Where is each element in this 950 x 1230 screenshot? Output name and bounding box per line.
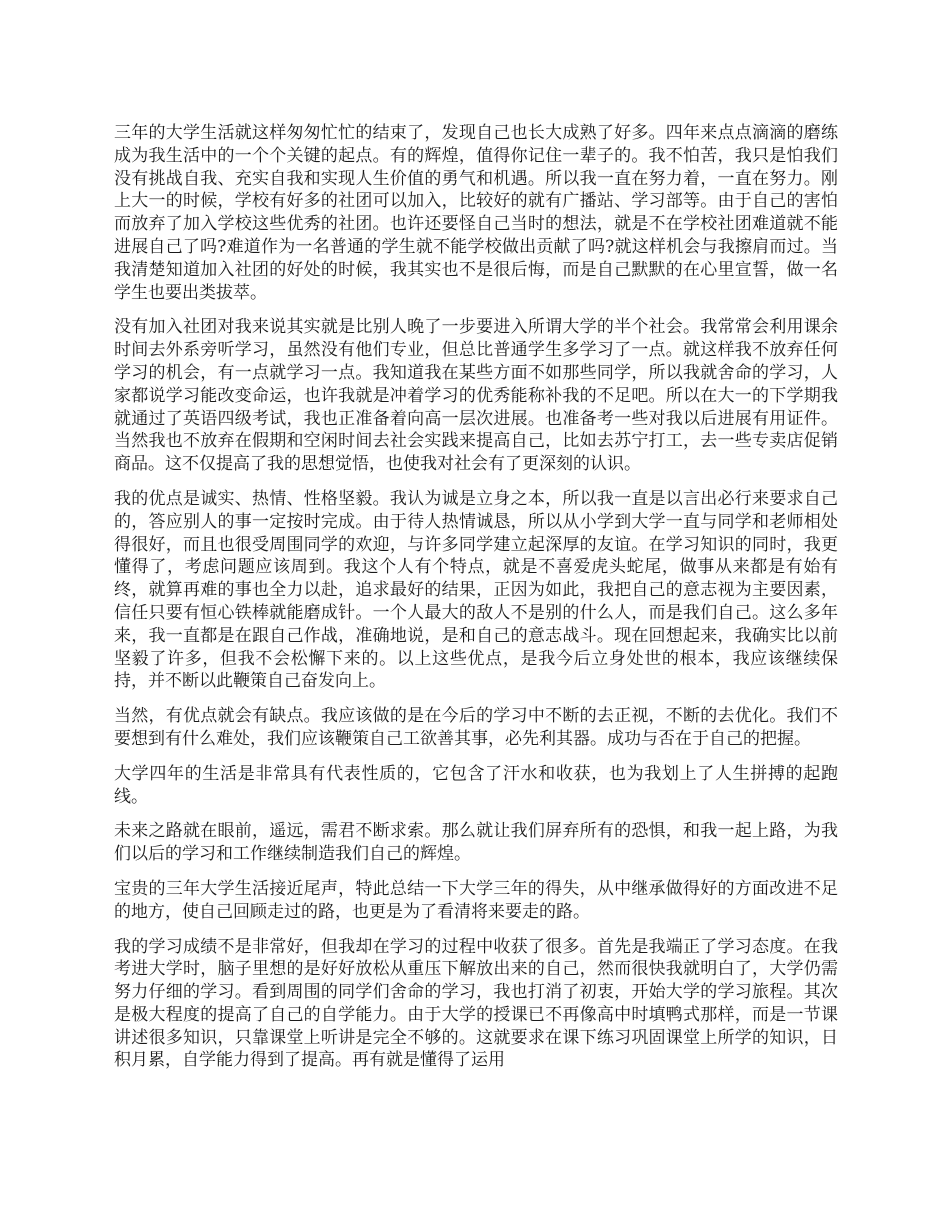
paragraph-1: 三年的大学生活就这样匆匆忙忙的结束了，发现自己也长大成熟了好多。四年来点点滴滴的磨练成为我生活中的一个个关键的起点。有的辉煌，值得你记住一辈子的。我不怕苦，我只是怕我们没有挑战自我、充实自我和实现人生价值的勇气和机遇。所以我一直在努力着，一直在努力。刚上大一的时候，学校有好多的社团可以加入，比较好的就有广播站、学习部等。由于自己的害怕而放弃了加入学校这些优秀的社团。也许还要怪自己当时的想法，就是不在学校社团难道就不能进展自己了吗?难道作为一名普通的学生就不能学校做出贡献了吗?就这样机会与我擦肩而过。当我清楚知道加入社团的好处的时候，我其实也不是很后悔，而是自己默默的在心里宣誓，做一名学生也要出类拔萃。	[114, 123, 838, 303]
paragraph-2: 没有加入社团对我来说其实就是比别人晚了一步要进入所谓大学的半个社会。我常常会利用课余时间去外系旁听学习，虽然没有他们专业，但总比普通学生多学习了一点。就这样我不放弃任何学习的机会，有一点就学习一点。我知道我在某些方面不如那些同学，所以我就舍命的学习，人家都说学习能改变命运，也许我就是冲着学习的优秀能称补我的不足吧。所以在大一的下学期我就通过了英语四级考试，我也正准备着向高一层次进展。也准备考一些对我以后进展有用证件。当然我也不放弃在假期和空闲时间去社会实践来提高自己，比如去苏宁打工，去一些专卖店促销商品。这不仅提高了我的思想觉悟，也使我对社会有了更深刻的认识。	[114, 317, 838, 475]
paragraph-6: 未来之路就在眼前，遥远，需君不断求索。那么就让我们屏弃所有的恐惧，和我一起上路，为我们以后的学习和工作继续制造我们自己的辉煌。	[114, 821, 838, 865]
document-page	[114, 122, 838, 1084]
paragraph-5: 大学四年的生活是非常具有代表性质的，它包含了汗水和收获，也为我划上了人生拼搏的起跑线。	[114, 763, 838, 807]
paragraph-7: 宝贵的三年大学生活接近尾声，特此总结一下大学三年的得失，从中继承做得好的方面改进不足的地方，使自己回顾走过的路，也更是为了看清将来要走的路。	[114, 878, 838, 922]
paragraph-3: 我的优点是诚实、热情、性格坚毅。我认为诚是立身之本，所以我一直是以言出必行来要求自己的，答应别人的事一定按时完成。由于待人热情诚恳，所以从小学到大学一直与同学和老师相处得很好，而且也很受周围同学的欢迎，与许多同学建立起深厚的友谊。在学习知识的同时，我更懂得了，考虑问题应该周到。我这个人有个特点，就是不喜爱虎头蛇尾，做事从来都是有始有终，就算再难的事也全力以赴，追求最好的结果，正因为如此，我把自己的意志视为主要因素，信任只要有恒心铁棒就能磨成针。一个人最大的敌人不是别的什么人，而是我们自己。这么多年来，我一直都是在跟自己作战，准确地说，是和自己的意志战斗。现在回想起来，我确实比以前坚毅了许多，但我不会松懈下来的。以上这些优点，是我今后立身处世的根本，我应该继续保持，并不断以此鞭策自己奋发向上。	[114, 488, 838, 692]
paragraph-4: 当然，有优点就会有缺点。我应该做的是在今后的学习中不断的去正视，不断的去优化。我们不要想到有什么难处，我们应该鞭策自己工欲善其事，必先利其器。成功与否在于自己的把握。	[114, 706, 838, 749]
paragraph-8: 我的学习成绩不是非常好，但我却在学习的过程中收获了很多。首先是我端正了学习态度。在我考进大学时，脑子里想的是好好放松从重压下解放出来的自己，然而很快我就明白了，大学仍需努力仔细的学习。看到周围的同学们舍命的学习，我也打消了初衷，开始大学的学习旅程。其次是极大程度的提高了自己的自学能力。由于大学的授课已不再像高中时填鸭式那样，而是一节课讲述很多知识，只靠课堂上听讲是完全不够的。这就要求在课下练习巩固课堂上所学的知识，日积月累，自学能力得到了提高。再有就是懂得了运用	[114, 936, 838, 1071]
